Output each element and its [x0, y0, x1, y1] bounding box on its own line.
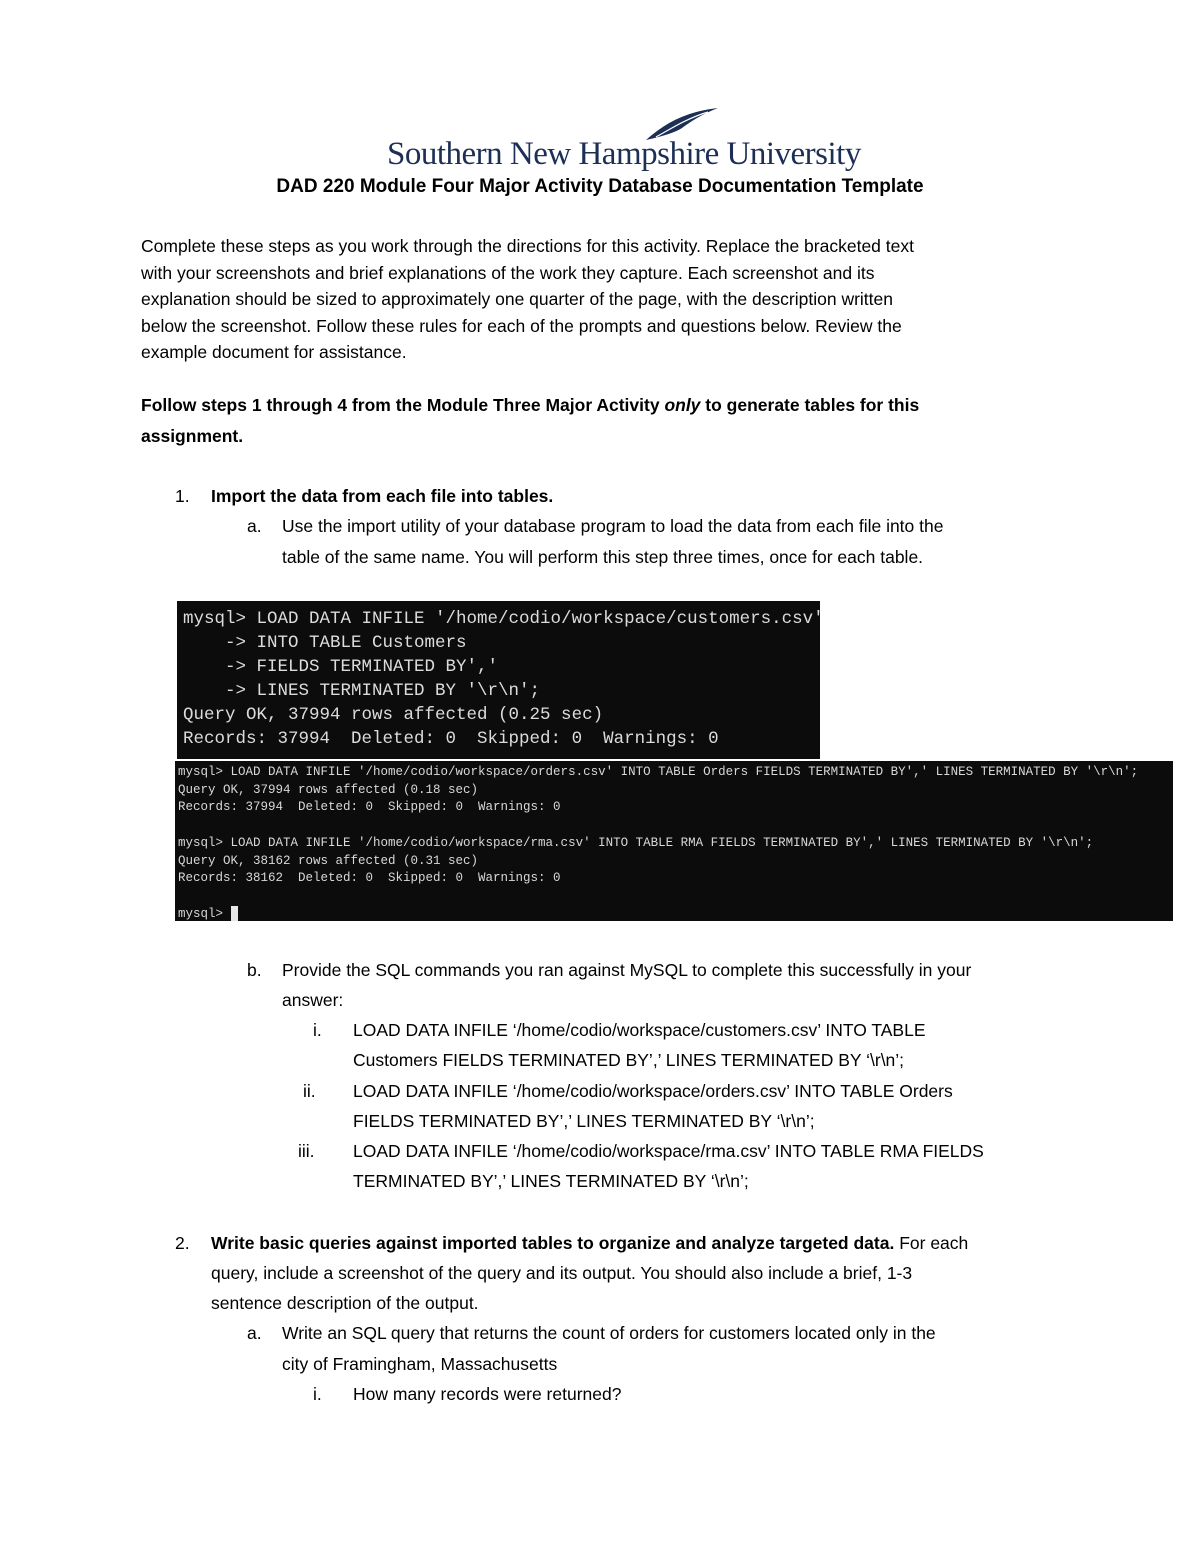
intro-line: with your screenshots and brief explanations of the work they capture. Each screenshot and its	[141, 262, 875, 283]
question-marker: i.	[313, 1384, 322, 1404]
step-text: For each	[894, 1233, 969, 1253]
substep-text: Use the import utility of your database program to load the data from each file into the	[282, 516, 944, 536]
terminal-line: -> INTO TABLE Customers	[183, 633, 467, 653]
answer-text: LOAD DATA INFILE ‘/home/codio/workspace/orders.csv’ INTO TABLE Orders	[353, 1081, 953, 1101]
step-heading: Import the data from each file into tables.	[211, 486, 554, 506]
terminal-line	[178, 888, 1173, 906]
answer-text: Customers FIELDS TERMINATED BY’,’ LINES TERMINATED BY ‘\r\n’;	[353, 1050, 905, 1070]
substep-marker: b.	[247, 960, 262, 980]
follow-emphasis: only	[664, 395, 701, 415]
terminal-prompt-line	[178, 906, 1173, 924]
answer-marker: ii.	[303, 1081, 316, 1101]
terminal-line: mysql> LOAD DATA INFILE '/home/codio/workspace/customers.csv'	[183, 609, 824, 629]
terminal-line: -> FIELDS TERMINATED BY','	[183, 657, 509, 677]
step-text: sentence description of the output.	[211, 1293, 479, 1313]
substep-marker: a.	[247, 1323, 262, 1343]
intro-line: example document for assistance.	[141, 342, 407, 362]
cursor-icon	[231, 906, 238, 921]
terminal-line: Query OK, 38162 rows affected (0.31 sec)	[178, 853, 479, 868]
terminal-line: Records: 38162 Deleted: 0 Skipped: 0 Warnings: 0	[178, 871, 561, 886]
substep-text: answer:	[282, 990, 344, 1010]
university-logo	[387, 120, 861, 180]
terminal-line: mysql> LOAD DATA INFILE '/home/codio/workspace/orders.csv' INTO TABLE Orders FIELDS TERMINATED BY',' LINES TERMINATED BY '\r\n';	[178, 765, 1139, 779]
step-text: query, include a screenshot of the query and its output. You should also include a brief, 1-3	[211, 1263, 913, 1283]
follow-text: assignment.	[141, 426, 244, 446]
terminal-prompt: mysql>	[178, 906, 231, 921]
substep-text: city of Framingham, Massachusetts	[282, 1354, 558, 1374]
substep-text: Provide the SQL commands you ran against MySQL to complete this successfully in your	[282, 960, 972, 980]
terminal-line: Query OK, 37994 rows affected (0.25 sec)	[183, 705, 604, 725]
answer-text: LOAD DATA INFILE ‘/home/codio/workspace/rma.csv’ INTO TABLE RMA FIELDS	[353, 1141, 984, 1161]
question-text: How many records were returned?	[353, 1384, 622, 1404]
answer-text: LOAD DATA INFILE ‘/home/codio/workspace/customers.csv’ INTO TABLE	[353, 1020, 926, 1040]
answer-text: TERMINATED BY’,’ LINES TERMINATED BY ‘\r\n’;	[353, 1171, 749, 1191]
terminal-line: Query OK, 37994 rows affected (0.18 sec)	[178, 782, 479, 797]
intro-line: explanation should be sized to approximately one quarter of the page, with the description written	[141, 289, 893, 309]
terminal-line: Records: 37994 Deleted: 0 Skipped: 0 Warnings: 0	[178, 800, 561, 815]
terminal-screenshot-customers	[177, 601, 824, 759]
intro-paragraph	[141, 233, 1041, 366]
logo-text: Southern New Hampshire University	[387, 136, 861, 172]
substep-text: table of the same name. You will perform this step three times, once for each table.	[282, 547, 924, 567]
step-heading-line	[211, 1228, 968, 1258]
follow-text: Follow steps 1 through 4 from the Module Three Major Activity	[141, 395, 665, 415]
answer-marker: i.	[313, 1020, 322, 1040]
terminal-line: mysql> LOAD DATA INFILE '/home/codio/workspace/rma.csv' INTO TABLE RMA FIELDS TERMINATED BY',' LINES TERMINATED BY '\r\n';	[178, 835, 1094, 850]
answer-marker: iii.	[298, 1141, 315, 1161]
follow-instruction	[141, 390, 1041, 452]
terminal-line: -> LINES TERMINATED BY '\r\n';	[183, 681, 541, 701]
step-number: 1.	[175, 486, 190, 506]
substep-text: Write an SQL query that returns the count of orders for customers located only in the	[282, 1323, 936, 1343]
intro-line: Complete these steps as you work through the directions for this activity. Replace the bracketed text	[141, 236, 914, 256]
follow-text: to generate tables for this	[700, 395, 920, 415]
step-heading: Write basic queries against imported tables to organize and analyze targeted data.	[211, 1233, 895, 1253]
terminal-screenshot-orders-rma	[175, 761, 1173, 921]
terminal-line: Records: 37994 Deleted: 0 Skipped: 0 Warnings: 0	[183, 729, 719, 749]
answer-text: FIELDS TERMINATED BY’,’ LINES TERMINATED BY ‘\r\n’;	[353, 1111, 815, 1131]
step-number: 2.	[175, 1233, 190, 1253]
terminal-line	[178, 817, 1173, 835]
intro-line: below the screenshot. Follow these rules for each of the prompts and questions below. Review the	[141, 315, 902, 336]
substep-marker: a.	[247, 516, 262, 536]
page-title: DAD 220 Module Four Major Activity Database Documentation Template	[276, 176, 924, 197]
